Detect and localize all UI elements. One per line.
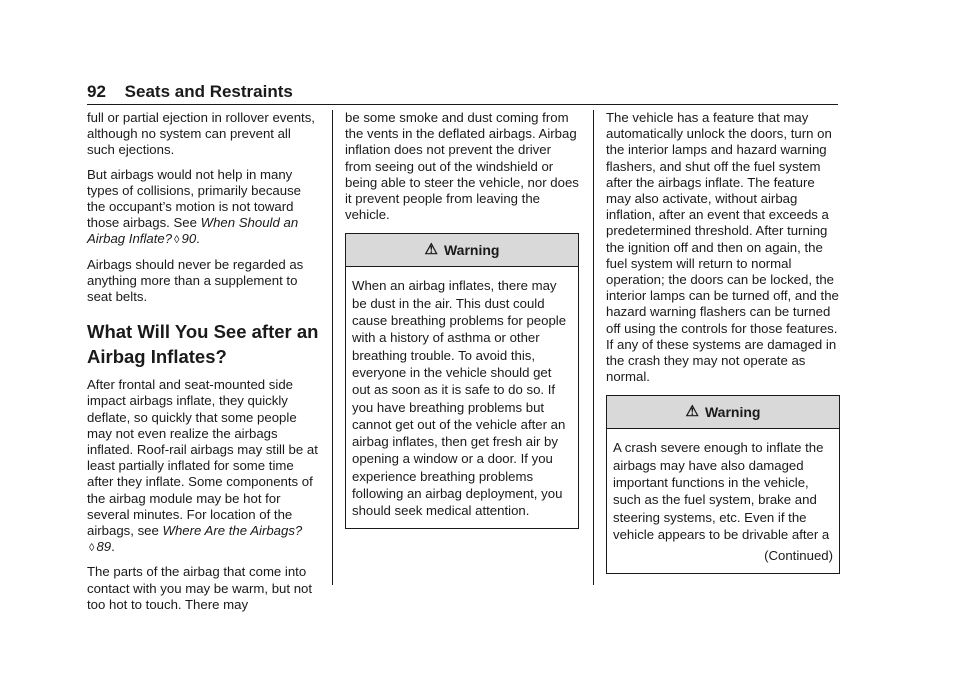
- warning-box: [606, 395, 840, 573]
- continued-label: (Continued): [764, 548, 833, 564]
- warning-body: A crash severe enough to inflate the airbags may have also damaged important functions in the vehicle, such as the fuel system, brake and steering systems, etc. Even if the vehicle appears to be drivable after a (Continued): [613, 440, 833, 564]
- paragraph: After frontal and seat-mounted side impact airbags inflate, they quickly deflate, so quickly that some people may not even realize the airbags inflated. Roof-rail airbags may still be at least partially inflated for some time after they inflate. Some components of the airbag module may be hot for several minutes. For location of the airbags, see Where Are the Airbags?◊ 89.: [87, 377, 318, 555]
- warning-header: [607, 396, 839, 429]
- paragraph: The parts of the airbag that come into contact with you may be warm, but not too hot to touch. There may: [87, 564, 313, 612]
- column-divider: [593, 110, 594, 585]
- page-reference-arrow-icon: ◊: [174, 234, 180, 247]
- warning-triangle-icon: ⚠: [685, 403, 699, 421]
- page-number: 92: [87, 82, 106, 101]
- column-1: [87, 110, 321, 621]
- paragraph: Airbags should never be regarded as anything more than a supplement to seat belts.: [87, 256, 304, 305]
- warning-header: [346, 234, 578, 267]
- section-title: Seats and Restraints: [124, 82, 293, 101]
- warning-title: Warning: [443, 242, 500, 259]
- column-divider: [332, 110, 333, 585]
- cross-reference-link[interactable]: Where Are the Airbags?◊ 89: [89, 523, 303, 555]
- paragraph: But airbags would not help in many types of collisions, primarily because the occupant’s motion is not toward those airbags. See When Should an Airbag Inflate? ◊ 90.: [87, 166, 302, 247]
- paragraph: The vehicle has a feature that may automatically unlock the doors, turn on the interior lamps and hazard warning flashers, and shut off the fuel system after the airbags inflate. The feature may also activate, without airbag inflation, after an event that exceeds a predetermined threshold. After turning the ignition off and then on again, the fuel system will return to normal operation; the doors can be locked, the interior lamps can be turned off, and the hazard warning flashers can be turned off using the controls for those features. If any of these systems are damaged in the crash they may not operate as normal.: [606, 110, 839, 385]
- cross-reference-link[interactable]: When Should an Airbag Inflate? ◊ 90: [87, 215, 299, 247]
- section-heading: What Will You See after an Airbag Inflates?: [87, 321, 319, 368]
- column-2: [345, 110, 579, 529]
- warning-box: [345, 233, 579, 528]
- page-header: [87, 82, 838, 105]
- column-3: [606, 110, 840, 574]
- paragraph: full or partial ejection in rollover events, although no system can prevent all such ejections.: [87, 110, 315, 158]
- warning-title: Warning: [704, 404, 761, 421]
- paragraph: be some smoke and dust coming from the vents in the deflated airbags. Airbag inflation does not prevent the driver from seeing out of the windshield or being able to steer the vehicle, nor does it prevent people from leaving the vehicle.: [345, 110, 579, 223]
- warning-triangle-icon: ⚠: [424, 241, 438, 259]
- page-reference-arrow-icon: ◊: [89, 542, 95, 555]
- warning-body: When an airbag inflates, there may be dust in the air. This dust could cause breathing problems for people with a history of asthma or other breathing trouble. To avoid this, everyone in the vehicle should get out as soon as it is safe to do so. If you have breathing problems but cannot get out of the vehicle after an airbag inflates, then get fresh air by opening a window or a door. If you experience breathing problems following an airbag deployment, you should seek medical attention.: [352, 278, 567, 519]
